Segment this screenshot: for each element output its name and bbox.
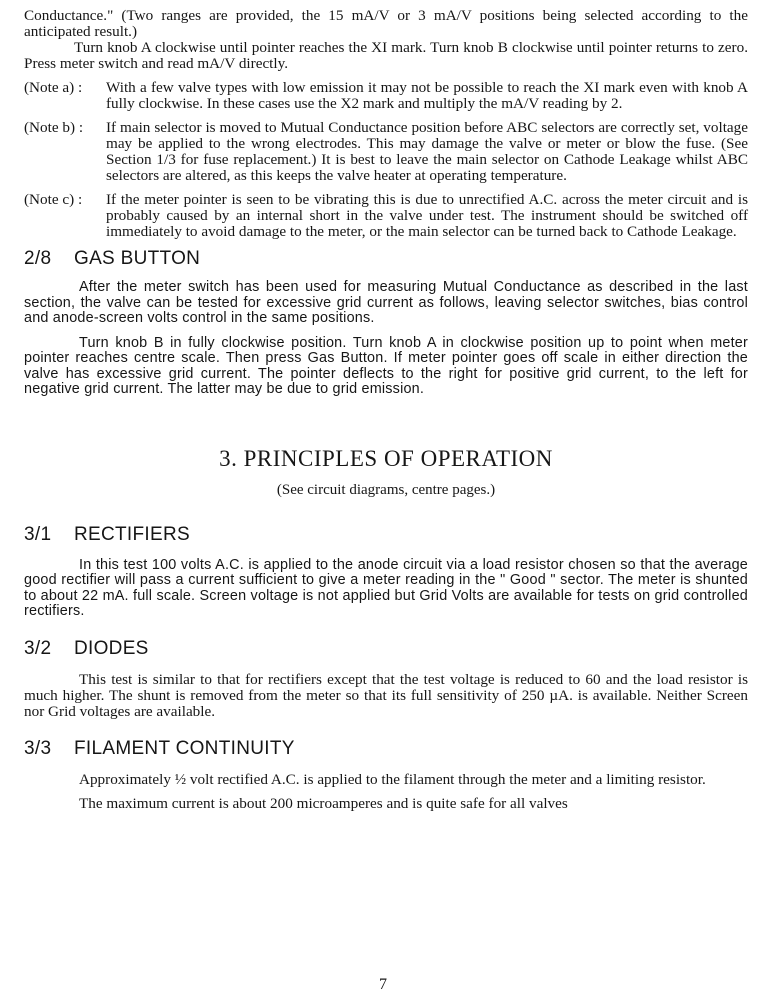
section-diodes [24,638,748,720]
section-title: FILAMENT CONTINUITY [74,737,295,759]
section-number: 3/3 [24,737,52,759]
section-principles [24,446,748,498]
note-text: If main selector is moved to Mutual Conductance position before ABC selectors are correctly set, voltage may be applied to the wrong electrodes. This may damage the valve or meter or blow the fuse. (See Section 1/3 for fuse replacement.) It is best to leave the main selector on Cathode Leakage whilst ABC selectors are altered, as this keeps the valve heater at operating temperature. [106,119,748,184]
section-title: GAS BUTTON [74,248,201,269]
paragraph: This test is similar to that for rectifiers except that the test voltage is reduced to 60 and the load resistor is much higher. The shunt is removed from the meter so that its full sensitivity of 250 µA. is available. Neither Screen nor Grid voltages are available. [24,670,748,720]
section-filament-continuity [24,738,748,812]
note-label: (Note b) : [24,119,84,136]
intro-paragraph-1: Conductance." (Two ranges are provided, the 15 mA/V or 3 mA/V positions being selected according to the anticipated result.) [24,7,748,40]
chapter-subtitle: (See circuit diagrams, centre pages.) [276,481,496,498]
section-title: RECTIFIERS [74,523,190,545]
paragraph: In this test 100 volts A.C. is applied to the anode circuit via a load resistor chosen so that the average good rectifier will pass a current sufficient to give a meter reading in the " Good " sector. The meter is shunted to about 22 mA. full scale. Screen voltage is not applied but Grid Volts are available for tests on grid controlled rectifiers. [24,556,748,619]
notes-list [24,80,748,240]
section-heading [24,248,748,270]
note-text: With a few valve types with low emission it may not be possible to reach the XI mark even with knob A fully clockwise. In these cases use the X2 mark and multiply the mA/V reading by 2. [106,79,748,112]
paragraph: After the meter switch has been used for measuring Mutual Conductance as described in the last section, the valve can be tested for excessive grid current as follows, leaving selector switches, bias control and anode-screen volts control in the same positions. [24,279,748,326]
intro-paragraph-2: Turn knob A clockwise until pointer reaches the XI mark. Turn knob B clockwise until pointer returns to zero. Press meter switch and read mA/V directly. [24,39,748,72]
section-rectifiers [24,524,748,620]
note-c [24,192,748,240]
paragraph: Turn knob B in fully clockwise position. Turn knob A in clockwise position up to point when meter pointer reaches centre scale. Then press Gas Button. If meter pointer goes off scale in either direction the valve has excessive grid current. The pointer deflects to the right for positive grid current, to the left for negative grid current. The latter may be due to grid emission. [24,334,748,397]
section-number: 3/2 [24,637,52,659]
note-a [24,80,748,112]
section-title: DIODES [74,637,149,659]
note-b [24,120,748,184]
section-heading [24,638,748,660]
paragraph: The maximum current is about 200 microamperes and is quite safe for all valves [79,794,568,812]
section-number: 3/1 [24,523,52,545]
document-page [24,8,748,812]
note-label: (Note a) : [24,79,83,96]
section-number: 2/8 [24,248,52,269]
intro-block [24,8,748,72]
note-label: (Note c) : [24,191,83,208]
section-gas-button [24,248,748,398]
page-number: 7 [379,976,387,993]
chapter-title: 3. PRINCIPLES OF OPERATION [219,445,553,471]
note-text: If the meter pointer is seen to be vibrating this is due to unrectified A.C. across the meter circuit and is probably caused by an internal short in the valve under test. The instrument should be switched off immediately to avoid damage to the meter, or the main selector can be turned back to Cathode Leakage. [106,191,748,240]
paragraph: Approximately ½ volt rectified A.C. is applied to the filament through the meter and a limiting resistor. [79,770,706,788]
section-heading [24,524,748,546]
section-heading [24,738,748,760]
